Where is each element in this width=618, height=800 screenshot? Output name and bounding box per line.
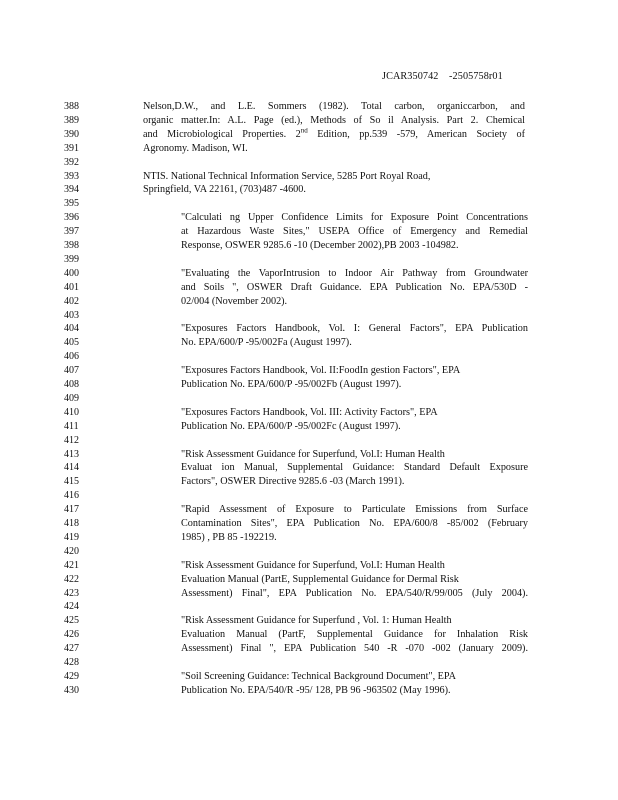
document-line xyxy=(0,461,618,475)
document-line xyxy=(0,545,618,559)
line-number: 415 xyxy=(64,476,79,488)
line-text: Nelson,D.W., and L.E. Sommers (1982). Total carbon, organiccarbon, and xyxy=(143,101,525,112)
line-number: 402 xyxy=(64,295,79,307)
document-line xyxy=(0,420,618,434)
document-line xyxy=(0,489,618,503)
line-number: 396 xyxy=(64,212,79,224)
line-number: 411 xyxy=(64,420,79,432)
document-line xyxy=(0,434,618,448)
document-line xyxy=(0,156,618,170)
document-line xyxy=(0,350,618,364)
line-number: 418 xyxy=(64,518,79,529)
line-text: "Risk Assessment Guidance for Superfund , Vol. 1: Human Health xyxy=(181,615,452,627)
document-line xyxy=(0,503,618,517)
line-number: 428 xyxy=(64,657,79,668)
line-text: Publication No. EPA/540/R -95/ 128, PB 96 -963502 (May 1996). xyxy=(181,684,451,696)
line-number: 410 xyxy=(64,406,79,418)
line-number: 391 xyxy=(64,142,79,154)
line-number: 394 xyxy=(64,184,79,196)
line-number: 419 xyxy=(64,531,79,543)
line-number: 399 xyxy=(64,253,79,265)
line-text: No. EPA/600/P -95/002Fa (August 1997). xyxy=(181,337,352,349)
line-number: 424 xyxy=(64,601,79,613)
document-line xyxy=(0,642,618,656)
document-line xyxy=(0,628,618,642)
line-text: Assessment) Final", EPA Publication No. EPA/540/R/99/005 (July 2004). xyxy=(181,587,528,599)
document-line xyxy=(0,253,618,267)
document-line xyxy=(0,239,618,253)
document-line xyxy=(0,684,618,698)
line-number: 423 xyxy=(64,587,79,599)
document-line xyxy=(0,142,618,156)
document-line xyxy=(0,378,618,392)
document-line xyxy=(0,475,618,489)
document-line xyxy=(0,309,618,323)
line-text: "Risk Assessment Guidance for Superfund, Vol.I: Human Health xyxy=(181,448,445,460)
line-number: 430 xyxy=(64,684,79,696)
line-number: 408 xyxy=(64,379,79,390)
document-line xyxy=(0,100,618,114)
document-line xyxy=(0,670,618,684)
line-number: 395 xyxy=(64,198,79,210)
line-text: Evaluation Manual (PartE, Supplemental Guidance for Dermal Risk xyxy=(181,573,459,585)
document-line xyxy=(0,559,618,573)
document-line xyxy=(0,128,618,142)
line-number: 398 xyxy=(64,240,79,251)
document-line xyxy=(0,197,618,211)
line-text: "Risk Assessment Guidance for Superfund, Vol.I: Human Health xyxy=(181,559,445,571)
line-number: 392 xyxy=(64,156,79,168)
line-number: 401 xyxy=(64,281,79,293)
line-text: Agronomy. Madison, WI. xyxy=(143,142,248,154)
document-line xyxy=(0,656,618,670)
line-text: 02/004 (November 2002). xyxy=(181,295,288,307)
document-line xyxy=(0,406,618,420)
line-number: 429 xyxy=(64,670,79,682)
document-line xyxy=(0,517,618,531)
line-text: 1985) , PB 85 -192219. xyxy=(181,531,277,543)
line-text: "Exposures Factors Handbook, Vol. III: Activity Factors", EPA xyxy=(181,406,438,418)
document-line xyxy=(0,295,618,309)
document-line xyxy=(0,322,618,336)
line-number: 427 xyxy=(64,643,79,655)
line-text: Springfield, VA 22161, (703)487 -4600. xyxy=(143,184,306,196)
line-number: 426 xyxy=(64,629,79,641)
line-text: Evaluat ion Manual, Supplemental Guidance: Standard Default Exposure xyxy=(181,462,528,474)
document-line xyxy=(0,211,618,225)
document-line xyxy=(0,600,618,614)
document-line xyxy=(0,170,618,184)
line-number: 389 xyxy=(64,114,79,126)
line-number: 414 xyxy=(64,462,79,474)
line-text: "Soil Screening Guidance: Technical Background Document", EPA xyxy=(181,670,456,682)
document-code: JCAR350742 -2505758r01 xyxy=(382,71,503,82)
line-number: 425 xyxy=(64,615,79,627)
document-line xyxy=(0,614,618,628)
line-text: and Microbiological Properties. 2nd Edition, pp.539 -579, American Society of xyxy=(143,127,525,140)
line-text: Response, OSWER 9285.6 -10 (December 2002),PB 2003 -104982. xyxy=(181,240,459,251)
document-line xyxy=(0,573,618,587)
document-line xyxy=(0,225,618,239)
document-line xyxy=(0,392,618,406)
line-text: "Calculati ng Upper Confidence Limits for Exposure Point Concentrations xyxy=(181,212,528,224)
line-text: "Exposures Factors Handbook, Vol. I: General Factors", EPA Publication xyxy=(181,323,528,335)
line-text: Factors", OSWER Directive 9285.6 -03 (March 1991). xyxy=(181,476,405,488)
document-line xyxy=(0,587,618,601)
superscript: nd xyxy=(300,127,308,135)
line-number: 390 xyxy=(64,128,79,140)
line-text: Publication No. EPA/600/P -95/002Fb (August 1997). xyxy=(181,379,402,390)
line-number: 416 xyxy=(64,490,79,502)
line-text: at Hazardous Waste Sites," USEPA Office of Emergency and Remedial xyxy=(181,226,528,238)
line-text: and Soils ", OSWER Draft Guidance. EPA Publication No. EPA/530D - xyxy=(181,281,528,293)
line-number: 388 xyxy=(64,101,79,112)
line-number: 422 xyxy=(64,573,79,585)
document-line xyxy=(0,364,618,378)
document-line xyxy=(0,531,618,545)
document-line xyxy=(0,448,618,462)
line-text: Evaluation Manual (PartF, Supplemental Guidance for Inhalation Risk xyxy=(181,629,528,641)
line-number: 413 xyxy=(64,448,79,460)
line-number: 405 xyxy=(64,337,79,349)
document-line xyxy=(0,183,618,197)
line-number: 393 xyxy=(64,170,79,182)
line-number: 397 xyxy=(64,226,79,238)
line-number: 421 xyxy=(64,559,79,571)
line-number: 407 xyxy=(64,365,79,377)
document-line xyxy=(0,336,618,350)
line-number: 409 xyxy=(64,392,79,404)
line-number: 420 xyxy=(64,545,79,557)
document-line xyxy=(0,267,618,281)
line-number: 412 xyxy=(64,434,79,446)
document-line xyxy=(0,114,618,128)
document-line xyxy=(0,281,618,295)
line-text: "Exposures Factors Handbook, Vol. II:FoodIn gestion Factors", EPA xyxy=(181,365,461,377)
line-text: "Rapid Assessment of Exposure to Particulate Emissions from Surface xyxy=(181,504,528,516)
line-number: 403 xyxy=(64,309,79,321)
line-text: "Evaluating the VaporIntrusion to Indoor Air Pathway from Groundwater xyxy=(181,267,528,279)
line-number: 404 xyxy=(64,323,79,335)
line-text: organic matter.In: A.L. Page (ed.), Methods of So il Analysis. Part 2. Chemical xyxy=(143,114,525,126)
line-text: NTIS. National Technical Information Service, 5285 Port Royal Road, xyxy=(143,170,431,182)
line-text: Publication No. EPA/600/P -95/002Fc (August 1997). xyxy=(181,420,401,432)
line-text: Assessment) Final ", EPA Publication 540 -R -070 -002 (January 2009). xyxy=(181,643,528,655)
line-number: 406 xyxy=(64,351,79,363)
line-text: Contamination Sites", EPA Publication No. EPA/600/8 -85/002 (February xyxy=(181,518,528,529)
line-number: 417 xyxy=(64,504,79,516)
line-number: 400 xyxy=(64,267,79,279)
